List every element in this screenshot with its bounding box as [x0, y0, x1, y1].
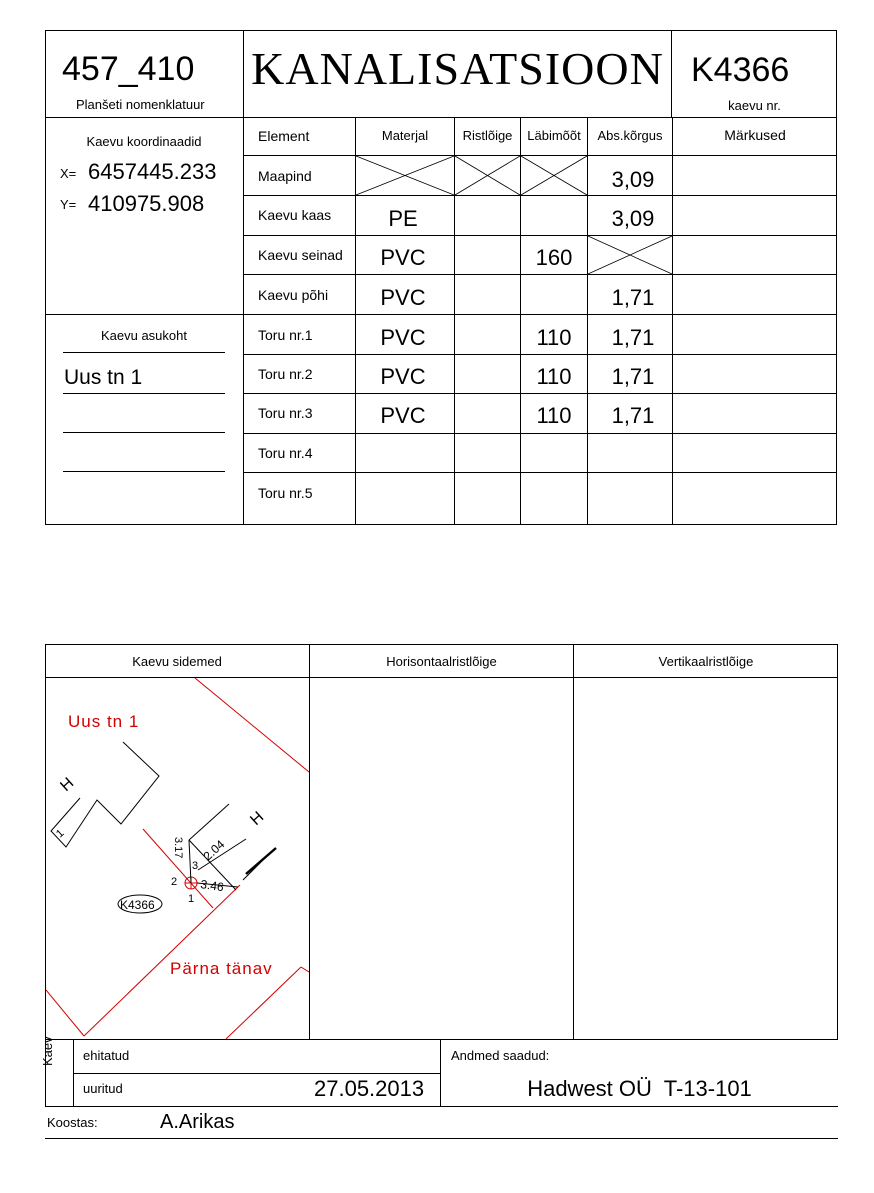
row-element: Toru nr.5	[258, 485, 313, 501]
coord-x-prefix: X=	[60, 166, 77, 181]
map-pipe-1: 1	[188, 893, 195, 905]
header-connections: Kaevu sidemed	[132, 654, 222, 669]
map-street-parna: Pärna tänav	[170, 959, 273, 978]
map-building-number: 1	[53, 827, 67, 841]
map-dim-317: 3.17	[172, 837, 184, 859]
row-element: Toru nr.3	[258, 405, 313, 421]
row-height: 3,09	[611, 206, 655, 231]
row-element: Kaevu kaas	[258, 207, 332, 223]
footer-row-divider	[74, 1073, 441, 1074]
lower-col-divider-1	[309, 644, 310, 1040]
location-label: Kaevu asukoht	[100, 328, 187, 343]
author-label: Koostas:	[47, 1115, 98, 1130]
author-bottom-line	[45, 1138, 838, 1139]
header-material: Materjal	[381, 128, 429, 143]
row-element: Kaevu seinad	[258, 247, 343, 263]
row-element: Toru nr.1	[258, 327, 313, 343]
row-material: PVC	[380, 364, 426, 389]
header-abs-height: Abs.kõrgus	[597, 128, 663, 143]
coord-y-value: 410975.908	[88, 191, 205, 216]
row-material: PVC	[380, 245, 426, 270]
map-well-label: K4366	[120, 898, 155, 912]
row-diameter: 110	[536, 364, 572, 389]
map-h-building: H	[57, 774, 78, 795]
row-height: 3,09	[611, 167, 655, 192]
row-element: Kaevu põhi	[258, 287, 329, 303]
author-name: A.Arikas	[160, 1111, 235, 1133]
coord-x-value: 6457445.233	[88, 159, 217, 184]
row-diameter: 110	[536, 403, 572, 428]
nomenclature-label: Planšeti nomenklatuur	[76, 97, 205, 112]
surveyed-date: 27.05.2013	[314, 1076, 425, 1101]
footer-top-line	[45, 1039, 838, 1040]
map-pipe-3: 3	[192, 860, 199, 872]
row-element: Maapind	[258, 168, 312, 184]
row-element: Toru nr.2	[258, 366, 313, 382]
header-diameter: Läbimõõt	[527, 128, 581, 143]
row-height: 1,71	[611, 325, 655, 350]
row-material: PVC	[380, 285, 426, 310]
location-value: Uus tn 1	[64, 366, 143, 389]
measure-line	[189, 804, 229, 840]
pipe-line	[246, 848, 276, 874]
lower-col-divider-2	[573, 644, 574, 1040]
header-notes: Märkused	[724, 127, 786, 143]
row-diameter: 110	[536, 325, 572, 350]
header-cross-section: Ristlõige	[462, 128, 513, 143]
street-edge-line	[195, 678, 309, 772]
surveyed-label: uuritud	[83, 1081, 123, 1096]
side-label-well: Kaev	[40, 1036, 55, 1066]
header-vertical-section: Vertikaalristlõige	[658, 654, 754, 669]
well-location-sketch	[46, 678, 309, 1039]
row-material: PVC	[380, 403, 426, 428]
nomenclature-value: 457_410	[62, 50, 195, 88]
map-street-uus: Uus tn 1	[68, 712, 140, 731]
data-source-label: Andmed saadud:	[451, 1048, 550, 1063]
row-height: 1,71	[611, 403, 655, 428]
footer-bottom-line	[45, 1106, 838, 1107]
data-source-value: Hadwest OÜ T-13-101	[527, 1076, 752, 1101]
map-pipe-2: 2	[171, 876, 178, 888]
map-dim-204: 2.04	[200, 837, 228, 864]
document-title: KANALISATSIOON	[251, 43, 664, 94]
map-h-pipe: H	[247, 808, 268, 829]
coord-y-prefix: Y=	[60, 197, 77, 212]
map-dim-346: 3.46	[199, 877, 225, 895]
built-label: ehitatud	[83, 1048, 130, 1063]
row-material: PVC	[380, 325, 426, 350]
measure-line	[189, 840, 191, 883]
well-id-label: kaevu nr.	[728, 98, 781, 113]
street-edge-line	[46, 990, 84, 1036]
street-edge-line	[301, 967, 309, 972]
row-height: 1,71	[611, 285, 655, 310]
header-element: Element	[258, 128, 310, 144]
row-diameter: 160	[535, 245, 573, 270]
row-height: 1,71	[611, 364, 655, 389]
row-element: Toru nr.4	[258, 445, 313, 461]
header-horizontal-section: Horisontaalristlõige	[386, 654, 497, 669]
row-material: PE	[388, 206, 418, 231]
well-id: K4366	[691, 51, 790, 89]
coords-label: Kaevu koordinaadid	[86, 134, 202, 149]
